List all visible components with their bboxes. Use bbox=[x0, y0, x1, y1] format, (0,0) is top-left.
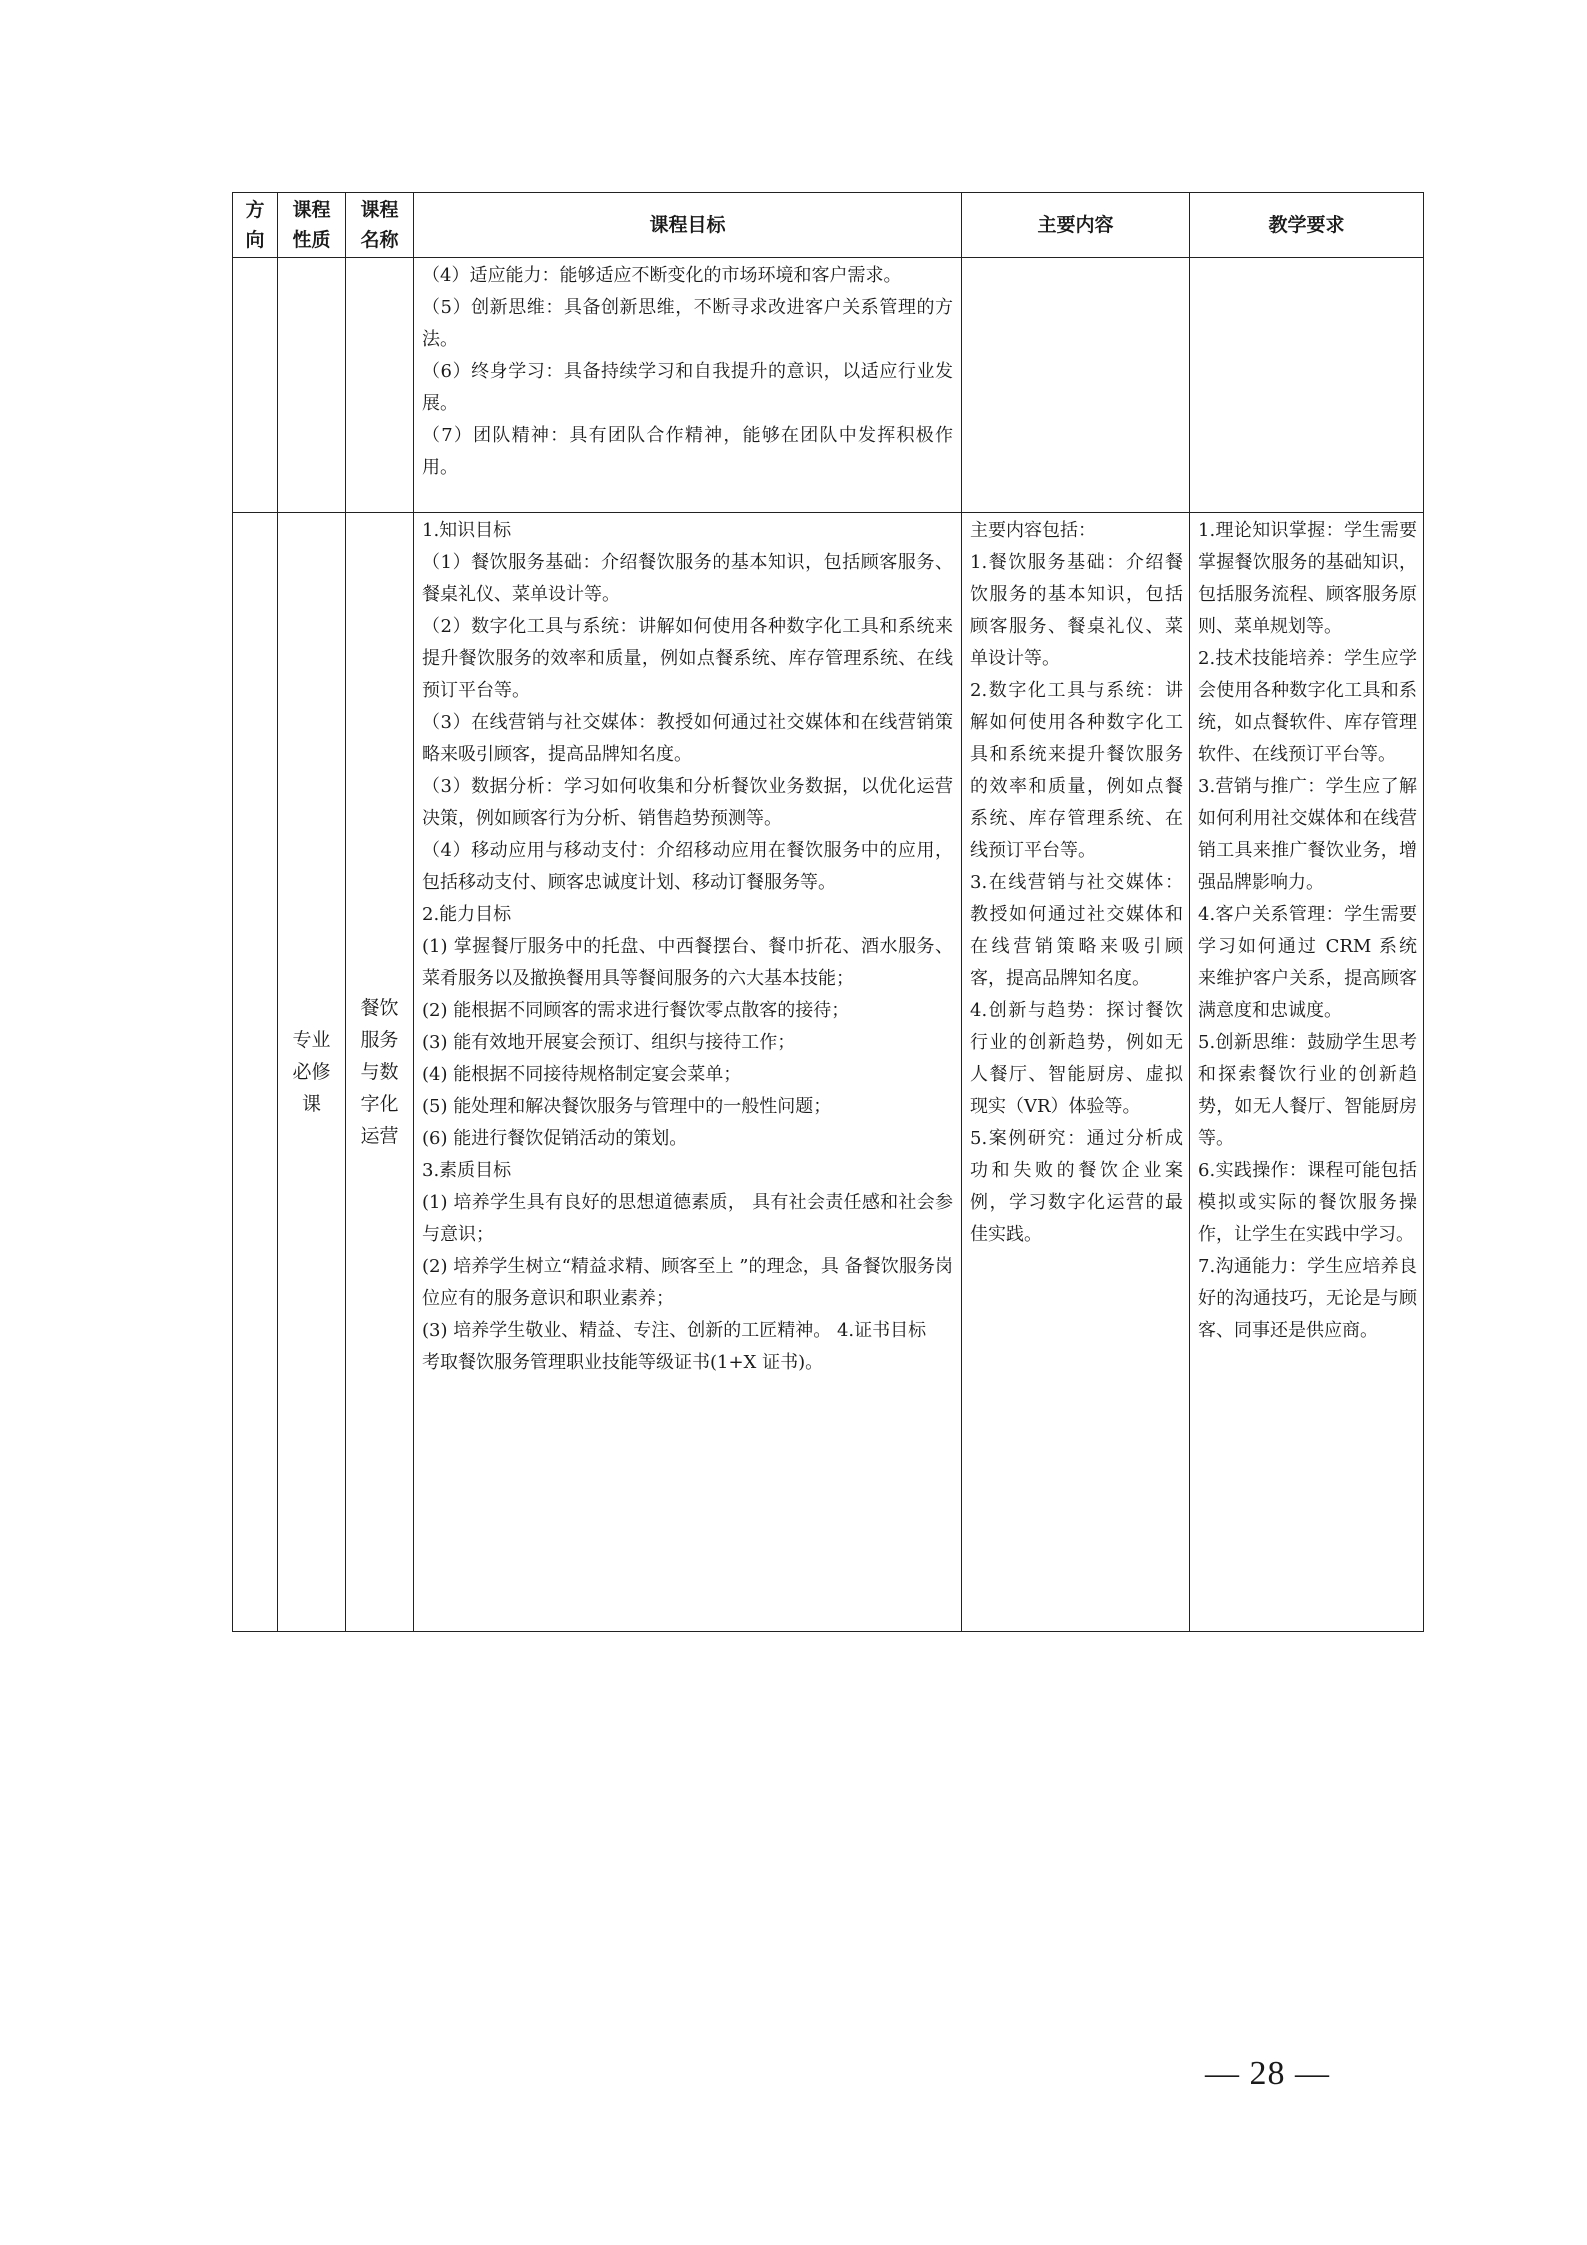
list-item: （4）移动应用与移动支付：介绍移动应用在餐饮服务中的应用，包括移动支付、顾客忠诚度计划、移动订餐服务等。 bbox=[422, 840, 953, 893]
list-item: （6）终身学习：具备持续学习和自我提升的意识，以适应行业发展。 bbox=[422, 361, 953, 414]
list-item: 3.素质目标 bbox=[422, 1160, 512, 1181]
header-teaching-requirements: 教学要求 bbox=[1190, 193, 1424, 258]
list-item: (6) 能进行餐饮促销活动的策划。 bbox=[422, 1128, 688, 1149]
list-item: (2) 能根据不同顾客的需求进行餐饮零点散客的接待； bbox=[422, 1000, 850, 1021]
table-row bbox=[233, 258, 1424, 513]
page-number: — 28 — bbox=[1205, 2055, 1330, 2092]
table-row bbox=[233, 513, 1424, 1632]
course-goals-cell bbox=[414, 258, 962, 513]
list-item: 3.在线营销与社交媒体：教授如何通过社交媒体和在线营销策略来吸引顾客，提高品牌知名度。 bbox=[970, 872, 1183, 989]
list-item: (2) 培养学生树立“精益求精、顾客至上 ”的理念，具 备餐饮服务岗位应有的服务意识和职业素养； bbox=[422, 1256, 953, 1309]
list-item: (3) 能有效地开展宴会预订、组织与接待工作； bbox=[422, 1032, 796, 1053]
cell-line: 性质 bbox=[292, 229, 331, 251]
course-name-cell bbox=[346, 513, 414, 1632]
list-item: 4.客户关系管理：学生需要学习如何通过 CRM 系统来维护客户关系，提高顾客满意度和忠诚度。 bbox=[1198, 904, 1417, 1021]
list-item: 2.技术技能培养：学生应学会使用各种数字化工具和系统，如点餐软件、库存管理软件、在线预订平台等。 bbox=[1198, 648, 1417, 765]
list-item: 3.营销与推广：学生应了解如何利用社交媒体和在线营销工具来推广餐饮业务，增强品牌影响力。 bbox=[1198, 776, 1417, 893]
course-nature-cell bbox=[278, 258, 346, 513]
goals-list bbox=[414, 258, 961, 484]
list-item: 7.沟通能力：学生应培养良好的沟通技巧，无论是与顾客、同事还是供应商。 bbox=[1198, 1256, 1417, 1341]
list-item: 主要内容包括： bbox=[970, 520, 1096, 541]
list-item: 6.实践操作：课程可能包括模拟或实际的餐饮服务操作，让学生在实践中学习。 bbox=[1198, 1160, 1417, 1245]
cell-line: 服务 bbox=[360, 1029, 399, 1051]
direction-cell bbox=[233, 513, 278, 1632]
cell-line: 名称 bbox=[360, 229, 399, 251]
list-item: 5.案例研究：通过分析成功和失败的餐饮企业案例，学习数字化运营的最佳实践。 bbox=[970, 1128, 1183, 1245]
teaching-requirements-cell bbox=[1190, 258, 1424, 513]
list-item: （2）数字化工具与系统：讲解如何使用各种数字化工具和系统来提升餐饮服务的效率和质量，例如点餐系统、库存管理系统、在线预订平台等。 bbox=[422, 616, 953, 701]
list-item: （1）餐饮服务基础：介绍餐饮服务的基本知识，包括顾客服务、餐桌礼仪、菜单设计等。 bbox=[422, 552, 953, 605]
list-item: 考取餐饮服务管理职业技能等级证书(1+X 证书)。 bbox=[422, 1352, 824, 1373]
cell-line: 方 bbox=[245, 199, 265, 221]
cell-line: 餐饮 bbox=[360, 997, 399, 1019]
list-item: (4) 能根据不同接待规格制定宴会菜单； bbox=[422, 1064, 742, 1085]
header-course-nature bbox=[278, 193, 346, 258]
list-item: 1.知识目标 bbox=[422, 520, 512, 541]
header-course-name bbox=[346, 193, 414, 258]
direction-cell bbox=[233, 258, 278, 513]
course-goals-cell bbox=[414, 513, 962, 1632]
list-item: (5) 能处理和解决餐饮服务与管理中的一般性问题； bbox=[422, 1096, 832, 1117]
list-item: 2.数字化工具与系统：讲解如何使用各种数字化工具和系统来提升餐饮服务的效率和质量，例如点餐系统、库存管理系统、在线预订平台等。 bbox=[970, 680, 1183, 861]
table-header-row bbox=[233, 193, 1424, 258]
list-item: （4）适应能力：能够适应不断变化的市场环境和客户需求。 bbox=[422, 265, 902, 286]
requirements-list bbox=[1190, 513, 1423, 1347]
list-item: 1.餐饮服务基础：介绍餐饮服务的基本知识，包括顾客服务、餐桌礼仪、菜单设计等。 bbox=[970, 552, 1183, 669]
list-item: (1) 掌握餐厅服务中的托盘、中西餐摆台、餐巾折花、酒水服务、菜肴服务以及撤换餐用具等餐间服务的六大基本技能； bbox=[422, 936, 953, 989]
header-course-goals: 课程目标 bbox=[414, 193, 962, 258]
cell-line: 字化 bbox=[360, 1093, 399, 1115]
list-item: （3）数据分析：学习如何收集和分析餐饮业务数据，以优化运营决策，例如顾客行为分析、销售趋势预测等。 bbox=[422, 776, 953, 829]
cell-line: 课程 bbox=[292, 199, 331, 221]
cell-line: 课 bbox=[301, 1093, 321, 1115]
course-nature-cell bbox=[278, 513, 346, 1632]
list-item: （5）创新思维：具备创新思维，不断寻求改进客户关系管理的方法。 bbox=[422, 297, 953, 350]
cell-line: 与数 bbox=[360, 1061, 399, 1083]
main-content-cell bbox=[962, 513, 1190, 1632]
content-list bbox=[962, 513, 1189, 1251]
list-item: （3）在线营销与社交媒体：教授如何通过社交媒体和在线营销策略来吸引顾客，提高品牌知名度。 bbox=[422, 712, 953, 765]
header-direction bbox=[233, 193, 278, 258]
list-item: 5.创新思维：鼓励学生思考和探索餐饮行业的创新趋势，如无人餐厅、智能厨房等。 bbox=[1198, 1032, 1417, 1149]
course-name-cell bbox=[346, 258, 414, 513]
header-main-content: 主要内容 bbox=[962, 193, 1190, 258]
list-item: 4.创新与趋势：探讨餐饮行业的创新趋势，例如无人餐厅、智能厨房、虚拟现实（VR）体验等。 bbox=[970, 1000, 1183, 1117]
list-item: (1) 培养学生具有良好的思想道德素质， 具有社会责任感和社会参与意识； bbox=[422, 1192, 953, 1245]
list-item: （7）团队精神：具有团队合作精神，能够在团队中发挥积极作用。 bbox=[422, 425, 953, 478]
cell-line: 向 bbox=[245, 229, 265, 251]
cell-line: 必修 bbox=[292, 1061, 331, 1083]
goals-list bbox=[414, 513, 961, 1379]
curriculum-table bbox=[232, 192, 1424, 1632]
cell-line: 专业 bbox=[292, 1029, 331, 1051]
teaching-requirements-cell bbox=[1190, 513, 1424, 1632]
list-item: 2.能力目标 bbox=[422, 904, 512, 925]
main-content-cell bbox=[962, 258, 1190, 513]
cell-line: 运营 bbox=[360, 1125, 399, 1147]
list-item: 1.理论知识掌握：学生需要掌握餐饮服务的基础知识，包括服务流程、顾客服务原则、菜单规划等。 bbox=[1198, 520, 1417, 637]
cell-line: 课程 bbox=[360, 199, 399, 221]
list-item: (3) 培养学生敬业、精益、专注、创新的工匠精神。 4.证书目标 bbox=[422, 1320, 927, 1341]
